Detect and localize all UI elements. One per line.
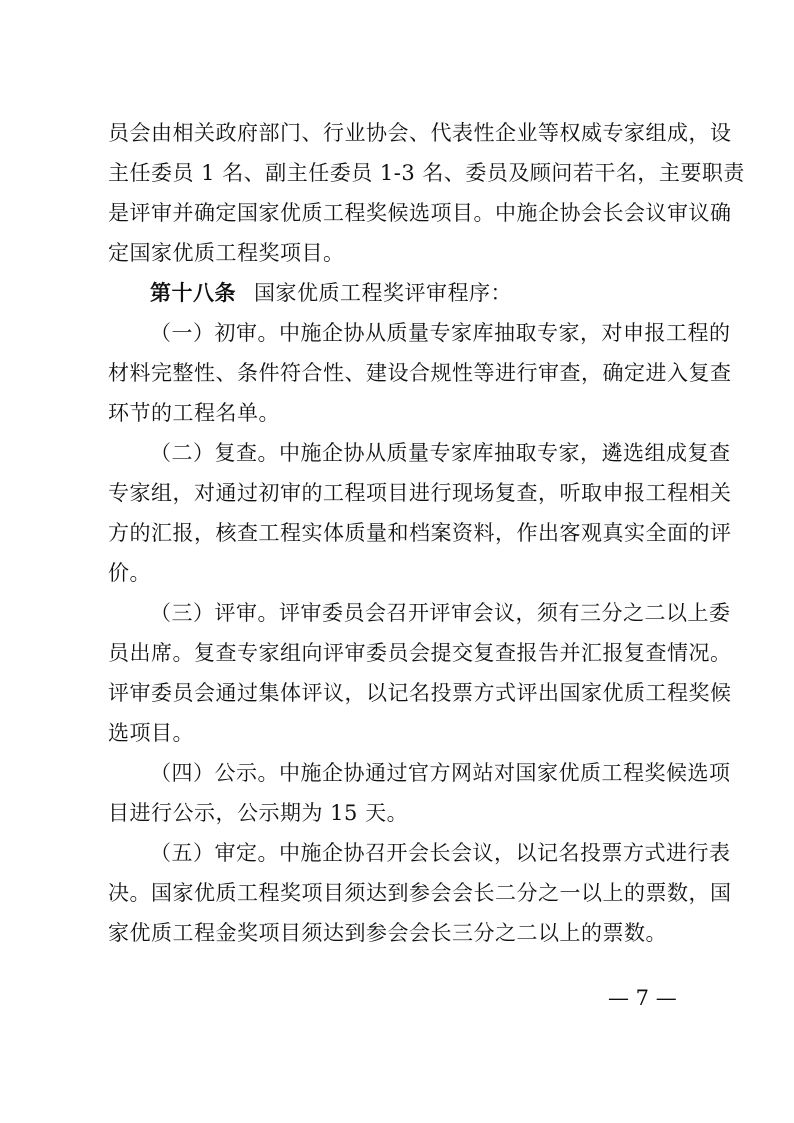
text-line: 员出席。复查专家组向评审委员会提交复查报告并汇报复查情况。 <box>108 641 732 665</box>
section-re-examination <box>108 433 732 593</box>
text-line: （三）评审。评审委员会召开评审会议，须有三分之二以上委 <box>150 601 731 625</box>
section-approval <box>108 833 732 953</box>
text-line: （四）公示。中施企协通过官方网站对国家优质工程奖候选项 <box>150 761 731 785</box>
article-heading-line <box>108 273 686 313</box>
text-line: 价。 <box>108 561 151 585</box>
text-line: （五）审定。中施企协召开会长会议，以记名投票方式进行表 <box>150 841 731 865</box>
page-number: — 7 — <box>608 986 677 1010</box>
text-line: 员会由相关政府部门、行业协会、代表性企业等权威专家组成，设 <box>108 121 732 145</box>
article-title: 国家优质工程奖评审程序： <box>254 281 512 305</box>
intro-paragraph <box>108 113 745 273</box>
text-line: 方的汇报，核查工程实体质量和档案资料，作出客观真实全面的评 <box>108 521 732 545</box>
text-line: 定国家优质工程奖项目。 <box>108 241 345 265</box>
document-body <box>108 113 745 953</box>
section-publicity <box>108 753 731 833</box>
text-line: 家优质工程金奖项目须达到参会会长三分之二以上的票数。 <box>108 921 667 945</box>
text-line: 评审委员会通过集体评议，以记名投票方式评出国家优质工程奖候 <box>108 681 732 705</box>
text-line: 材料完整性、条件符合性、建设合规性等进行审查，确定进入复查 <box>108 361 732 385</box>
text-line: 主任委员 1 名、副主任委员 1-3 名、委员及顾问若干名，主要职责 <box>108 161 745 185</box>
section-evaluation <box>108 593 732 753</box>
article-number: 第十八条 <box>150 280 236 305</box>
text-line: 环节的工程名单。 <box>108 401 280 425</box>
text-line: （一）初审。中施企协从质量专家库抽取专家，对申报工程的 <box>150 321 731 345</box>
text-line: 选项目。 <box>108 721 194 745</box>
text-line: （二）复查。中施企协从质量专家库抽取专家，遴选组成复查 <box>150 441 731 465</box>
text-line: 目进行公示，公示期为 15 天。 <box>108 801 409 825</box>
section-initial-review <box>108 313 732 433</box>
text-line: 是评审并确定国家优质工程奖候选项目。中施企协会长会议审议确 <box>108 201 732 225</box>
text-line: 专家组，对通过初审的工程项目进行现场复查，听取申报工程相关 <box>108 481 732 505</box>
text-line: 决。国家优质工程奖项目须达到参会会长二分之一以上的票数，国 <box>108 881 732 905</box>
